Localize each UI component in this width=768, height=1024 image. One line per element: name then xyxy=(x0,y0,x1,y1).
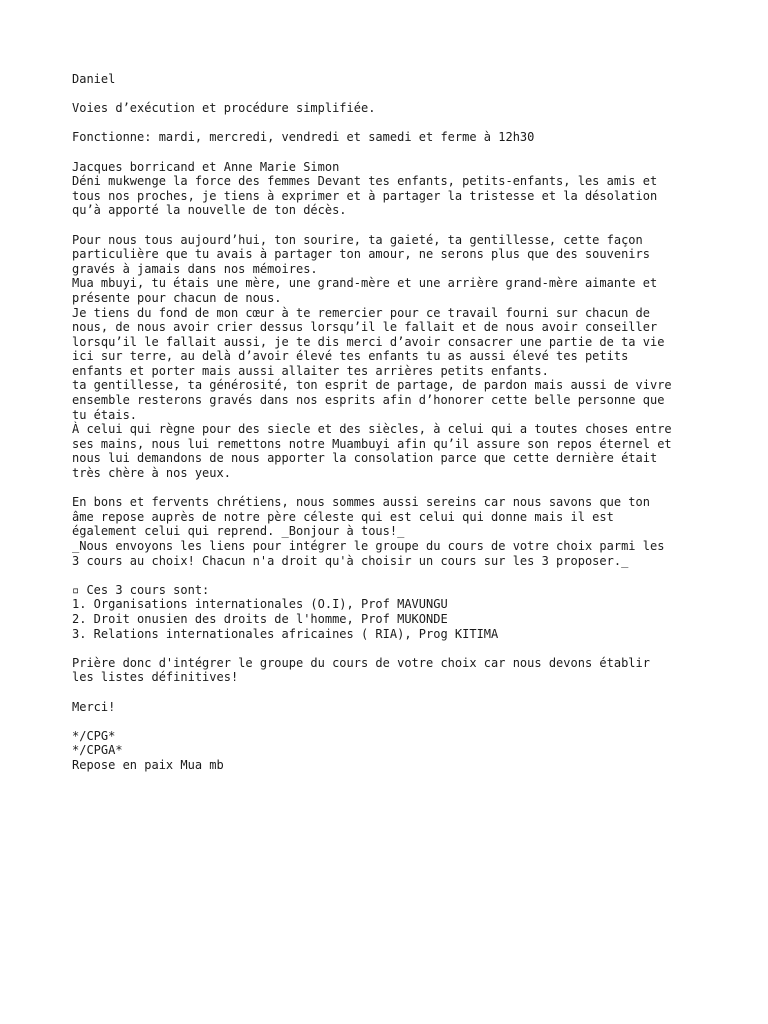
text-line: nous lui demandons de nous apporter la consolation parce que cette dernière était xyxy=(72,451,658,466)
text-line: _Nous envoyons les liens pour intégrer le groupe du cours de votre choix parmi les xyxy=(72,539,665,553)
text-line: Daniel xyxy=(72,72,116,86)
text-line: tous nos proches, je tiens à exprimer et à partager la tristesse et la désolation xyxy=(72,188,658,203)
text-line: Voies d’exécution et procédure simplifiée. xyxy=(72,101,376,116)
text-line: tu étais. xyxy=(72,407,138,422)
text-line: Pour nous tous aujourd’hui, ton sourire, ta gaieté, ta gentillesse, cette façon xyxy=(72,232,643,247)
text-line: En bons et fervents chrétiens, nous sommes aussi sereins car nous savons que ton xyxy=(72,495,650,510)
text-line: */CPGA* xyxy=(72,743,123,758)
text-line: Déni mukwenge la force des femmes Devant tes enfants, petits-enfants, les amis et xyxy=(72,174,658,189)
text-line: également celui qui reprend. _Bonjour à tous!_ xyxy=(72,524,405,539)
blank-line xyxy=(72,481,702,496)
text-line: À celui qui règne pour des siecle et des siècles, à celui qui a toutes choses entre xyxy=(72,422,672,437)
blank-line xyxy=(72,641,702,656)
text-line: 2. Droit onusien des droits de l'homme, Prof MUKONDE xyxy=(72,611,448,626)
text-line: gravés à jamais dans nos mémoires. xyxy=(72,261,318,276)
blank-line xyxy=(72,218,702,233)
text-line: présente pour chacun de nous. xyxy=(72,290,282,305)
text-line: ici sur terre, au delà d’avoir élevé tes enfants tu as aussi élevé tes petits xyxy=(72,349,629,364)
text-line: 1. Organisations internationales (O.I), Prof MAVUNGU xyxy=(72,597,448,612)
blank-line xyxy=(72,714,702,729)
text-line: âme repose auprès de notre père céleste qui est celui qui donne mais il est xyxy=(72,509,614,524)
blank-line xyxy=(72,685,702,700)
text-line: Prière donc d'intégrer le groupe du cours de votre choix car nous devons établir xyxy=(72,655,650,670)
text-line: ▫ Ces 3 cours sont: xyxy=(72,582,210,597)
blank-line xyxy=(72,568,702,583)
document-body xyxy=(72,72,702,773)
text-line: ta gentillesse, ta générosité, ton esprit de partage, de pardon mais aussi de vivre xyxy=(72,378,672,393)
text-line: Merci! xyxy=(72,699,116,714)
text-line: enfants et porter mais aussi allaiter tes arrières petits enfants. xyxy=(72,363,549,378)
text-line: très chère à nos yeux. xyxy=(72,466,231,481)
text-line: Je tiens du fond de mon cœur à te remercier pour ce travail fourni sur chacun de xyxy=(72,305,650,320)
text-line: particulière que tu avais à partager ton amour, ne serons plus que des souvenirs xyxy=(72,247,650,262)
text-line: 3. Relations internationales africaines ( RIA), Prog KITIMA xyxy=(72,626,499,641)
text-line: nous, de nous avoir crier dessus lorsqu’il le fallait et de nous avoir conseiller xyxy=(72,320,658,335)
text-line: */CPG* xyxy=(72,728,116,743)
text-line: lorsqu’il le fallait aussi, je te dis merci d’avoir consacrer une partie de ta vie xyxy=(72,334,665,349)
text-line: qu’à apporté la nouvelle de ton décès. xyxy=(72,203,347,218)
text-line: ensemble resterons gravés dans nos esprits afin d’honorer cette belle personne que xyxy=(72,393,665,408)
text-line: Repose en paix Mua mb xyxy=(72,757,224,772)
blank-line xyxy=(72,116,702,131)
text-line: Fonctionne: mardi, mercredi, vendredi et samedi et ferme à 12h30 xyxy=(72,130,535,145)
text-line: Mua mbuyi, tu étais une mère, une grand-mère et une arrière grand-mère aimante et xyxy=(72,276,658,291)
blank-line xyxy=(72,87,702,102)
text-line: Jacques borricand et Anne Marie Simon xyxy=(72,159,340,174)
text-line: les listes définitives! xyxy=(72,670,239,685)
blank-line xyxy=(72,145,702,160)
text-line: ses mains, nous lui remettons notre Muambuyi afin qu’il assure son repos éternel et xyxy=(72,436,672,451)
text-line: 3 cours au choix! Chacun n'a droit qu'à choisir un cours sur les 3 proposer._ xyxy=(72,553,629,568)
